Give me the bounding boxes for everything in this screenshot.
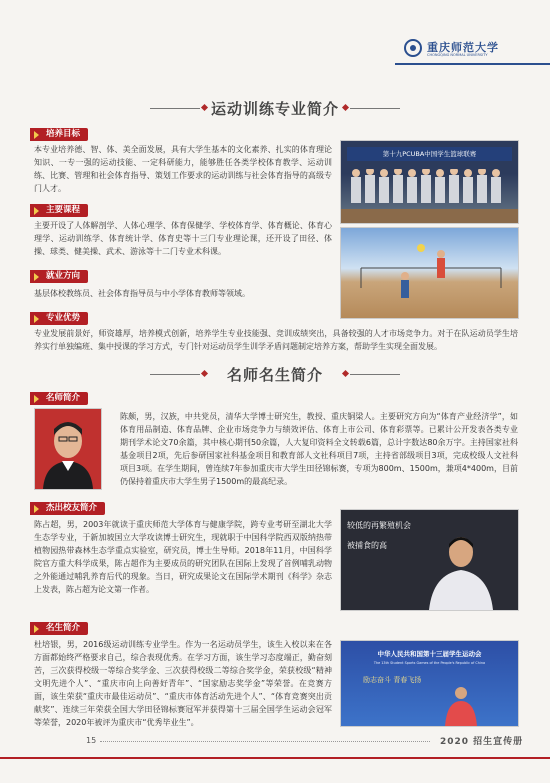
section-title-text: 名师名生简介 [226,366,323,384]
goal-text: 本专业培养德、智、体、美全面发展，具有大学生基本的文化素养、扎实的体育理论知识、一专一强的运动技能、一定科研能力，能够胜任各类学校体育教学、运动训练、比赛、管理和社会体育指导、策划工作要求的运动训练与社会体育指导的高级专门人才。 [34,145,332,193]
page-number: 15 [86,736,97,745]
tag-student: 名生简介 [30,622,88,635]
games-subtitle: The 13th Student Sports Games of the People's Republic of China [373,661,486,665]
header-rule [395,63,550,65]
volleyball-photo [340,227,519,319]
footer-rule [0,757,550,759]
advantage-text: 专业发展前景好，师资雄厚，培养模式创新，培养学生专业技能强、竞训成绩突出，具备较强的人才市场竞争力。对于在队运动员学生培养实行单独编班、集中授课的学习方式，专门针对运动员学生训学矛盾问题制定培养方案，帮助学生实现全面发展。 [34,329,518,351]
teacher-text: 陈颇，男，汉族，中共党员，清华大学博士研究生，教授、重庆铜梁人。主要研究方向为“体育产业经济学”，如体育用品制造、体育品牌、企业市场竞争力与绩效评估、体育上市公司、体育彩票等。已累计公开发表各类专业期刊学术论文70余篇，其中核心期刊50余篇，人大复印资料全文转载6篇，总计字数达80余万字。主持国家社科基金项目2项，先后参研国家社科基金项目和教育部人文社科项目7项，主持省部级项目3项，完成校级人文社科项目3项。在学生期间，曾连续7年参加重庆市大学生田径锦标赛，专项为800m、1500m，兼项4*400m，目前仍保持着重庆市大学生男子1500m的最高纪录。 [120,412,518,486]
career-text: 基层体校教练员、社会体育指导员与中小学体育教师等领域。 [34,289,250,298]
footer-label: 2020 招生宣传册 [440,737,524,747]
volleyball-scene-figure [341,228,518,318]
games-slogan: 励志奋斗 青春飞扬 [363,676,422,684]
tag-alumni: 杰出校友简介 [30,502,105,515]
tag-courses: 主要课程 [30,204,88,217]
speech-slide-line2: 被捕食的高 [347,541,387,550]
tag-career: 就业方向 [30,270,88,283]
alumni-text: 陈占超，男，2003年就读于重庆师范大学体育与健康学院，跨专业考研至湖北大学生态学专业，于新加坡国立大学攻读博士研究生，现就职于中国科学院西双版纳热带植物园热带森林生态学重点实验室，研究员，博士生导师。2018年11月，中国科学院官方重大科学成果，陈占超作为主要成员的研究团队在国际上发现了首例哺乳动物之外能通过哺乳养育后代的现象。当日，研究成果论文在国际学术期刊《科学》杂志上发表，陈占超为论文第一作者。 [34,520,332,594]
section-title-people [150,364,400,384]
university-logo-icon [404,39,422,57]
university-logo-text: 重庆师范大学 [427,41,499,54]
tag-goal: 培养目标 [30,128,88,141]
section-title-major [150,98,400,118]
footer-dots [100,741,430,742]
tag-teacher: 名师简介 [30,392,88,405]
courses-text: 主要开设了人体解剖学、人体心理学、体育保健学、学校体育学、体育概论、体育心理学、运动训练学、体育统计学、体育史等十三门专业理论课，还开设了田径、体操、球类、健美操、武术、游泳等十二门专业术科课。 [34,221,332,256]
student-text: 杜培银，男，2016级运动训练专业学生。作为一名运动员学生，该生入校以来在各方面都始终严格要求自己，综合表现优秀。在学习方面，该生学习态度端正，勤奋刻苦，三次获得校级一等综合奖学金、三次获得校级二等综合奖学金，荣获校级“精神文明先进个人”、“重庆市向上向善好青年”、“国家励志奖学金”等荣誉。在竞赛方面，该生荣获“重庆市最佳运动员”、“重庆市体育活动先进个人”、“体育竞赛突出贡献奖”、连续三年荣获全国大学田径锦标赛冠军并获得第十三届全国学生运动会冠军等荣誉，2020年被评为重庆市“优秀毕业生”。 [34,640,332,727]
speaker-figure [421,530,511,610]
tag-advantage: 专业优势 [30,312,88,325]
team-players-figure [341,169,518,223]
games-title: 中华人民共和国第十三届学生运动会 [377,650,482,658]
teacher-portrait [34,408,102,490]
speech-photo [340,509,519,611]
team-photo-banner: 第十九PCUBA中国学生篮球联赛 [347,147,512,161]
teacher-figure [35,409,101,489]
games-photo [340,640,519,727]
section-title-text: 运动训练专业简介 [210,100,339,118]
university-logo-english: CHONGQING NORMAL UNIVERSITY [427,53,488,57]
speech-slide-line1: 较低的再繁殖机会 [347,521,411,530]
games-athlete-figure [341,681,518,726]
team-photo [340,140,519,224]
